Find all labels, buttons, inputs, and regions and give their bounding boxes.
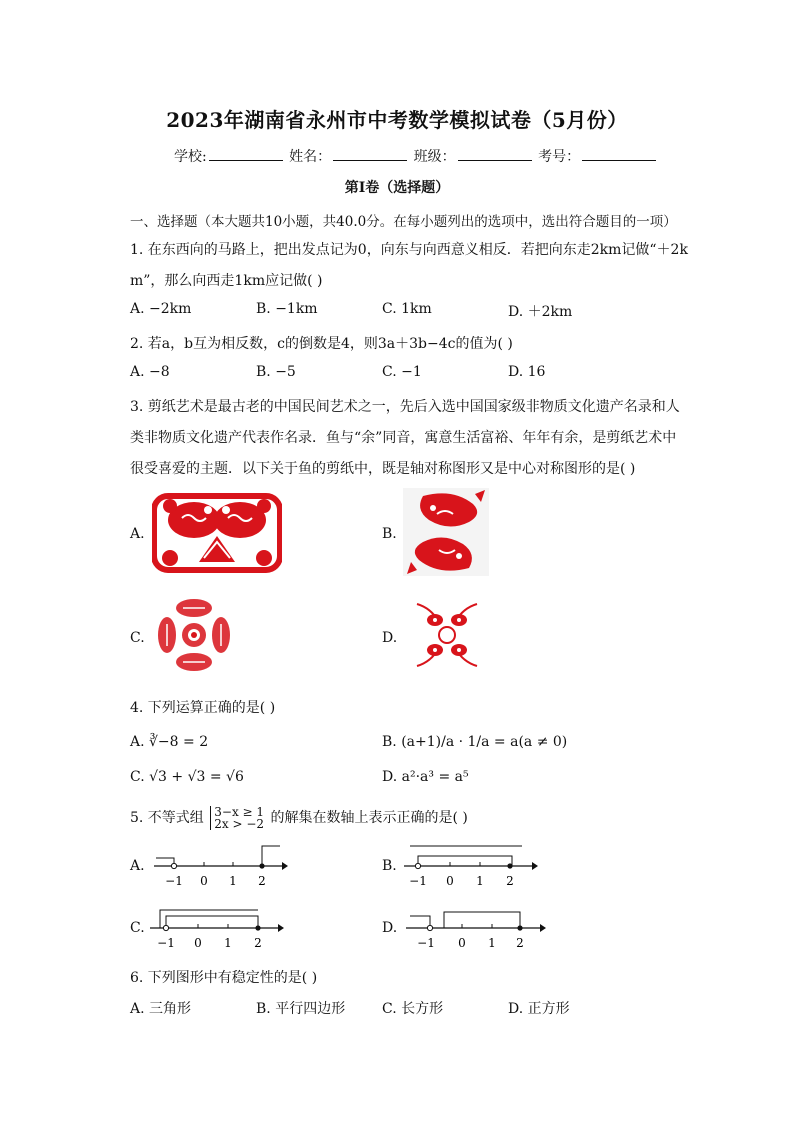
q2-option-d[interactable]: D. 16	[508, 364, 546, 380]
name-blank	[333, 148, 407, 161]
paper-cut-fish-d-image	[405, 596, 489, 674]
number-label: 考号：	[538, 149, 581, 165]
q2-option-a[interactable]: A. −8	[130, 364, 170, 380]
q4-option-a[interactable]: A. ∛−8 = 2	[130, 734, 209, 750]
tick-label: 2	[258, 874, 266, 888]
q5-stem	[130, 806, 468, 830]
tick-label: 1	[224, 936, 232, 950]
section-heading: 第Ⅰ卷（选择题）	[344, 180, 450, 196]
q4-line1: 4. 下列运算正确的是( )	[130, 700, 276, 716]
number-line-d	[402, 902, 548, 952]
q3-line3: 很受喜爱的主题．以下关于鱼的剪纸中，既是轴对称图形又是中心对称图形的是( )	[130, 461, 636, 477]
q6-option-d[interactable]: D. 正方形	[508, 1001, 570, 1017]
q3-line1: 3. 剪纸艺术是最古老的中国民间艺术之一，先后入选中国国家级非物质文化遗产名录和人	[130, 399, 680, 415]
q4-option-b[interactable]: B. (a+1)/a · 1/a = a(a ≠ 0)	[382, 734, 568, 750]
tick-label: −1	[409, 874, 427, 888]
tick-label: 0	[200, 874, 208, 888]
q5-inequality-system	[210, 806, 264, 830]
q1-option-c[interactable]: C. 1km	[382, 301, 432, 317]
q5-option-c[interactable]: C.	[130, 920, 145, 936]
tick-label: 2	[506, 874, 514, 888]
number-blank	[582, 148, 656, 161]
q6-option-b[interactable]: B. 平行四边形	[256, 1001, 346, 1017]
tick-label: 0	[446, 874, 454, 888]
school-blank	[209, 148, 283, 161]
tick-label: −1	[157, 936, 175, 950]
tick-label: 2	[254, 936, 262, 950]
q2-option-b[interactable]: B. −5	[256, 364, 296, 380]
tick-label: 1	[229, 874, 237, 888]
number-line-a	[150, 840, 290, 890]
q1-line2: m”，那么向西走1km应记做( )	[130, 273, 323, 289]
paper-cut-fish-a-image	[152, 488, 282, 576]
tick-label: 2	[516, 936, 524, 950]
q5-prefix: 5. 不等式组	[130, 810, 204, 826]
q1-option-d[interactable]: D. ＋2km	[508, 304, 573, 320]
q2-option-c[interactable]: C. −1	[382, 364, 422, 380]
page-title: 2023年湖南省永州市中考数学模拟试卷（5月份）	[166, 108, 628, 132]
q5-option-a[interactable]: A.	[130, 858, 145, 874]
number-line-b	[400, 840, 540, 890]
q6-line1: 6. 下列图形中有稳定性的是( )	[130, 970, 318, 986]
q3-line2: 类非物质文化遗产代表作名录．鱼与“余”同音，寓意生活富裕、年年有余，是剪纸艺术中	[130, 430, 677, 446]
paper-cut-fish-b-image	[403, 488, 489, 576]
tick-label: 1	[476, 874, 484, 888]
tick-label: 0	[194, 936, 202, 950]
tick-label: 1	[488, 936, 496, 950]
number-line-c	[146, 902, 286, 952]
tick-label: 0	[458, 936, 466, 950]
tick-label: −1	[165, 874, 183, 888]
q3-option-d[interactable]: D.	[382, 630, 398, 646]
q3-option-a[interactable]: A.	[130, 526, 145, 542]
q1-option-a[interactable]: A. −2km	[130, 301, 192, 317]
q6-option-c[interactable]: C. 长方形	[382, 1001, 444, 1017]
name-label: 姓名：	[289, 149, 332, 165]
school-label: 学校:	[174, 149, 207, 165]
q4-option-d[interactable]: D. a²·a³ = a⁵	[382, 769, 469, 785]
q5-option-d[interactable]: D.	[382, 920, 398, 936]
q5-suffix: 的解集在数轴上表示正确的是( )	[270, 810, 468, 826]
q5-inequality-1: 3−x ≥ 1	[214, 805, 265, 819]
section-instruction: 一、选择题（本大题共10小题，共40.0分。在每小题列出的选项中，选出符合题目的一项）	[130, 214, 677, 230]
q1-line1: 1. 在东西向的马路上，把出发点记为0，向东与向西意义相反．若把向东走2km记做“＋2k	[130, 242, 688, 258]
q6-option-a[interactable]: A. 三角形	[130, 1001, 192, 1017]
q5-inequality-2: 2x > −2	[214, 817, 265, 831]
q5-option-b[interactable]: B.	[382, 858, 397, 874]
q1-option-b[interactable]: B. −1km	[256, 301, 318, 317]
q4-option-c[interactable]: C. √3 + √3 = √6	[130, 769, 244, 785]
tick-label: −1	[417, 936, 435, 950]
q2-line1: 2. 若a，b互为相反数，c的倒数是4，则3a＋3b−4c的值为( )	[130, 336, 513, 352]
student-info-line	[174, 146, 658, 166]
q3-option-c[interactable]: C.	[130, 630, 145, 646]
class-label: 班级：	[413, 149, 456, 165]
q3-option-b[interactable]: B.	[382, 526, 397, 542]
paper-cut-fish-c-image	[153, 594, 235, 676]
class-blank	[458, 148, 532, 161]
